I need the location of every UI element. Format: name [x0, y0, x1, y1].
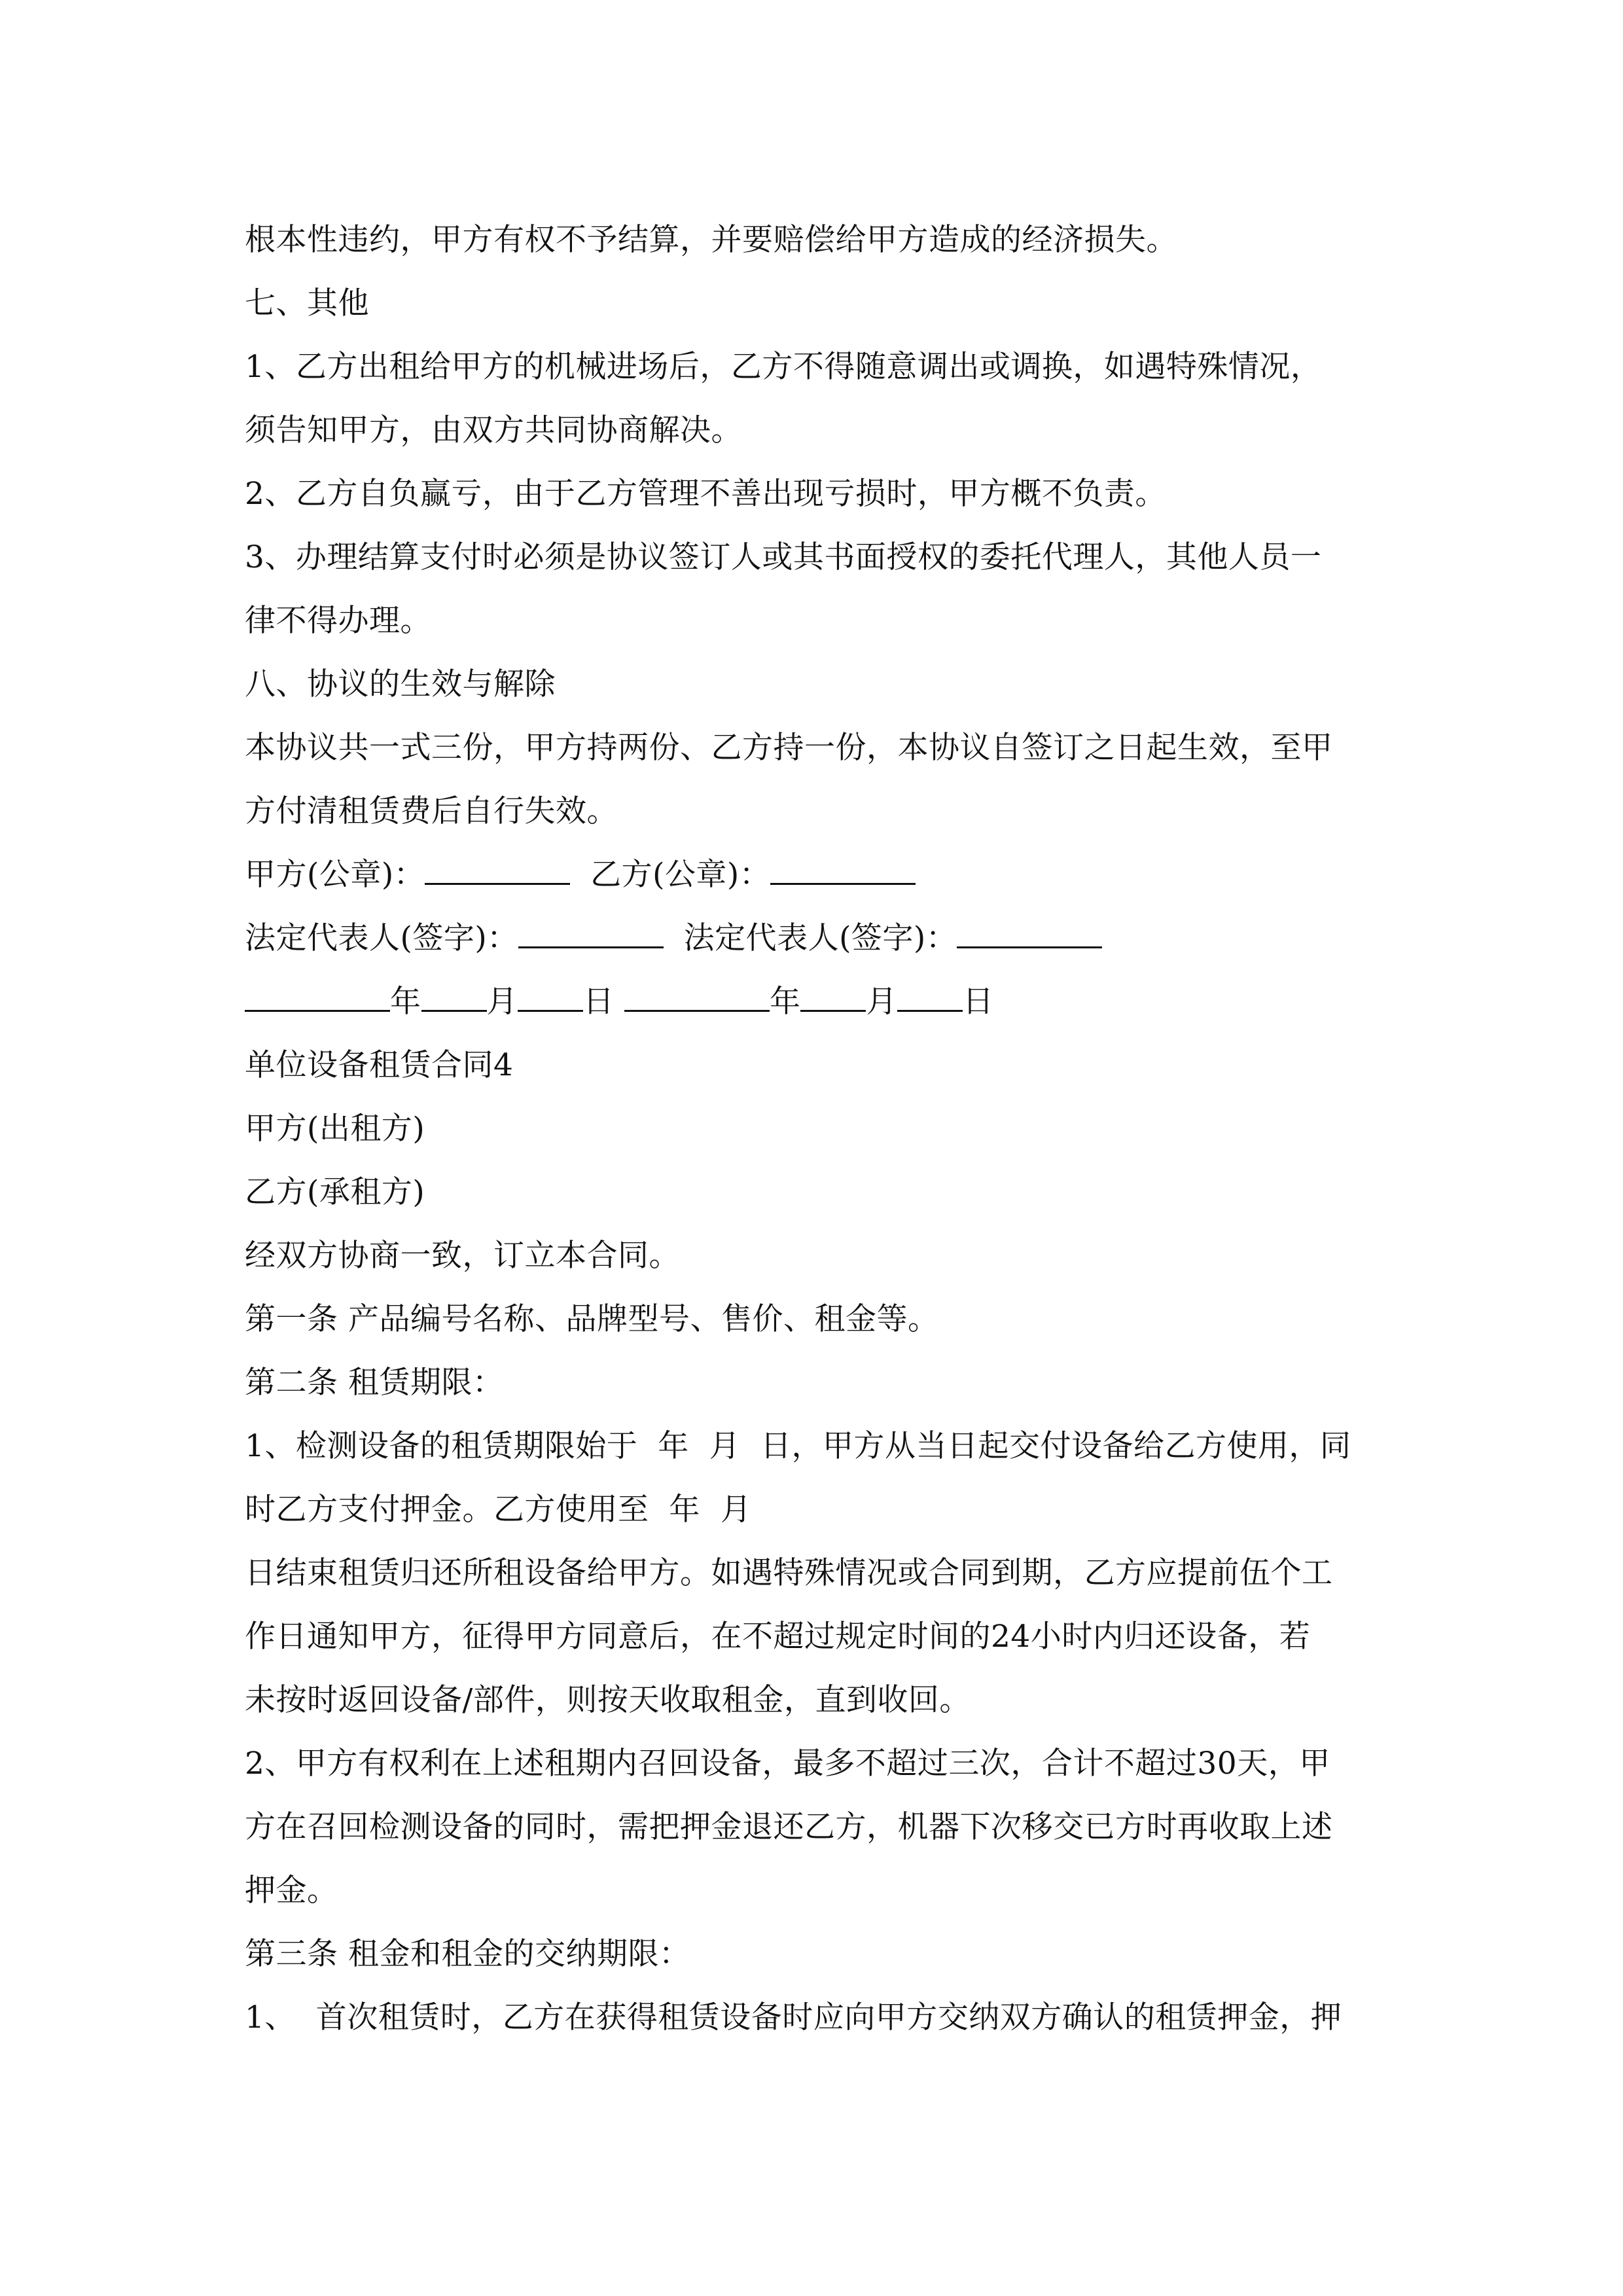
year-label: 年 — [769, 984, 801, 1020]
text-line: 经双方协商一致，订立本合同。 — [245, 1238, 680, 1274]
text-line: 本协议共一式三份，甲方持两份、乙方持一份，本协议自签订之日起生效，至甲 — [245, 730, 1333, 766]
text-line: 根本性违约，甲方有权不予结算，并要赔偿给甲方造成的经济损失。 — [245, 222, 1177, 258]
seal-line — [245, 843, 1383, 906]
party-b-seal-blank — [770, 858, 916, 885]
text-line: 律不得办理。 — [245, 603, 431, 639]
text-line: 乙方(承租方) — [245, 1174, 425, 1210]
text-line: 日结束租赁归还所租设备给甲方。如遇特殊情况或合同到期，乙方应提前伍个工 — [245, 1555, 1333, 1591]
day-label: 日 — [583, 984, 615, 1020]
month-blank-b — [800, 985, 866, 1012]
section-heading: 八、协议的生效与解除 — [245, 666, 556, 702]
section-heading: 七、其他 — [245, 285, 369, 321]
date-line — [245, 970, 1383, 1033]
month-blank-a — [421, 985, 487, 1012]
article-heading: 第二条 租赁期限： — [245, 1365, 504, 1401]
rep-a-blank — [518, 922, 664, 948]
party-a-seal-blank — [425, 858, 570, 885]
text-line: 方在召回检测设备的同时，需把押金退还乙方，机器下次移交已方时再收取上述 — [245, 1809, 1333, 1845]
rep-a-label: 法定代表人(签字)： — [245, 920, 518, 956]
text-line: 1、 首次租赁时，乙方在获得租赁设备时应向甲方交纳双方确认的租赁押金，押 — [245, 2000, 1342, 2036]
text-line: 作日通知甲方，征得甲方同意后，在不超过规定时间的24小时内归还设备，若 — [245, 1619, 1311, 1655]
text-line: 押金。 — [245, 1873, 338, 1909]
article-heading: 第一条 产品编号名称、品牌型号、售价、租金等。 — [245, 1301, 939, 1337]
year-blank-b — [624, 985, 770, 1012]
month-label: 月 — [866, 984, 897, 1020]
party-a-seal-label: 甲方(公章)： — [245, 857, 425, 893]
article-heading: 第三条 租金和租金的交纳期限： — [245, 1936, 690, 1972]
text-line: 甲方(出租方) — [245, 1111, 425, 1147]
text-line: 时乙方支付押金。乙方使用至 年 月 — [245, 1492, 752, 1528]
text-line: 2、甲方有权利在上述租期内召回设备，最多不超过三次，合计不超过30天，甲 — [245, 1746, 1330, 1782]
month-label: 月 — [486, 984, 518, 1020]
day-label: 日 — [962, 984, 994, 1020]
text-line: 须告知甲方，由双方共同协商解决。 — [245, 412, 742, 448]
rep-b-blank — [957, 922, 1102, 948]
document-body — [245, 208, 1383, 2049]
rep-b-label: 法定代表人(签字)： — [683, 920, 957, 956]
party-b-seal-label: 乙方(公章)： — [590, 857, 771, 893]
text-line: 方付清租赁费后自行失效。 — [245, 793, 618, 829]
day-blank-b — [897, 985, 963, 1012]
text-line: 3、办理结算支付时必须是协议签订人或其书面授权的委托代理人，其他人员一 — [245, 539, 1322, 575]
contract-title: 单位设备租赁合同4 — [245, 1047, 514, 1083]
text-line: 2、乙方自负赢亏，由于乙方管理不善出现亏损时，甲方概不负责。 — [245, 476, 1166, 512]
text-line: 1、乙方出租给甲方的机械进场后，乙方不得随意调出或调换，如遇特殊情况， — [245, 349, 1322, 385]
day-blank-a — [518, 985, 583, 1012]
year-blank-a — [245, 985, 390, 1012]
text-line: 1、检测设备的租赁期限始于 年 月 日，甲方从当日起交付设备给乙方使用，同 — [245, 1428, 1351, 1464]
representative-line — [245, 906, 1383, 970]
year-label: 年 — [390, 984, 421, 1020]
text-line: 未按时返回设备/部件，则按天收取租金，直到收回。 — [245, 1682, 971, 1718]
